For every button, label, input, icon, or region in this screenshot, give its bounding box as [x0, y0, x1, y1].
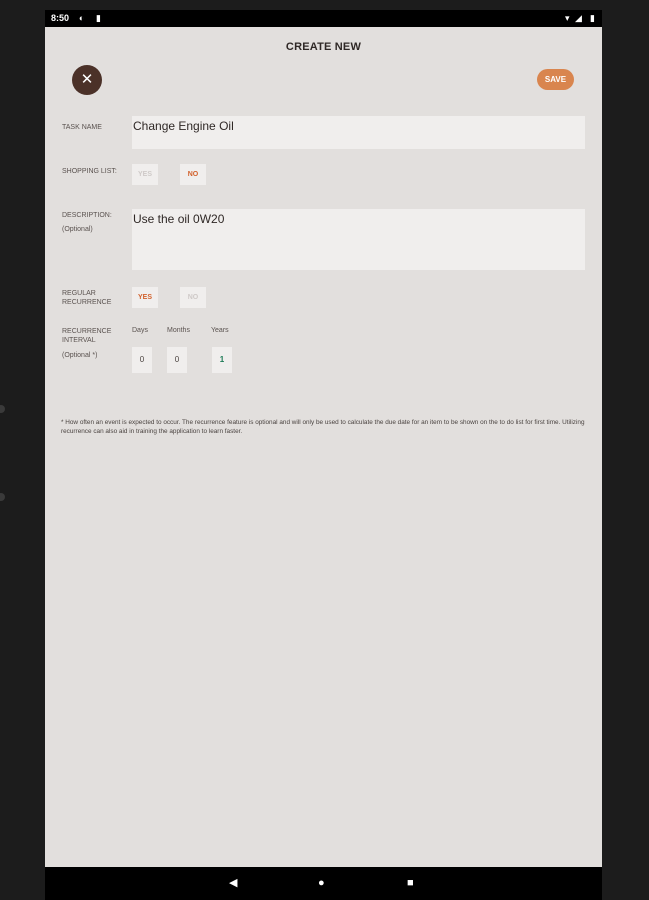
signal-icon: ◢	[575, 13, 582, 23]
recurrence-interval-optional-label: (Optional *)	[62, 352, 98, 359]
recurrence-interval-label-line2: INTERVAL	[62, 337, 96, 344]
task-name-label: TASK NAME	[62, 124, 102, 131]
description-input[interactable]: Use the oil 0W20	[132, 209, 585, 270]
task-name-input[interactable]: Change Engine Oil	[132, 116, 585, 149]
days-input[interactable]: 0	[132, 347, 152, 373]
recents-icon[interactable]: ■	[407, 877, 414, 889]
regular-recurrence-yes-toggle[interactable]: YES	[132, 287, 158, 308]
wifi-icon: ▾	[565, 13, 570, 23]
months-input[interactable]: 0	[167, 347, 187, 373]
close-button[interactable]	[72, 65, 102, 95]
navigation-bar	[45, 867, 602, 900]
regular-recurrence-label-line2: RECURRENCE	[62, 299, 112, 306]
back-icon[interactable]: ◀	[229, 877, 238, 889]
device-frame	[45, 10, 602, 900]
save-button[interactable]: SAVE	[537, 69, 574, 90]
side-dot-upper	[0, 405, 5, 413]
years-input[interactable]: 1	[212, 347, 232, 373]
app-screen	[45, 27, 602, 867]
status-bar	[45, 10, 602, 27]
regular-recurrence-label-line1: REGULAR	[62, 290, 96, 297]
battery-icon: ▮	[590, 13, 595, 23]
shopping-list-yes-toggle[interactable]: YES	[132, 164, 158, 185]
close-icon: ✕	[80, 71, 94, 88]
years-column-label: Years	[211, 327, 229, 334]
regular-recurrence-no-toggle[interactable]: NO	[180, 287, 206, 308]
recurrence-footnote: * How often an event is expected to occur. The recurrence feature is optional and will only be used to calculate the due date for an item to be shown on the to do list for first time. Utilizing recurrence can also aid in training the application to learn faster.	[61, 419, 585, 435]
days-column-label: Days	[132, 327, 148, 334]
months-column-label: Months	[167, 327, 190, 334]
side-dot-lower	[0, 493, 5, 501]
status-time: 8:50	[51, 13, 70, 23]
home-icon[interactable]: ●	[318, 877, 325, 889]
shopping-list-no-toggle[interactable]: NO	[180, 164, 206, 185]
shopping-list-label: SHOPPING LIST:	[62, 168, 117, 175]
description-optional-label: (Optional)	[62, 226, 93, 233]
description-label: DESCRIPTION:	[62, 212, 112, 219]
page-title: CREATE NEW	[285, 41, 362, 53]
sync-icon: ◐	[79, 13, 85, 23]
clipboard-icon: ▮	[96, 13, 101, 23]
recurrence-interval-label-line1: RECURRENCE	[62, 328, 112, 335]
